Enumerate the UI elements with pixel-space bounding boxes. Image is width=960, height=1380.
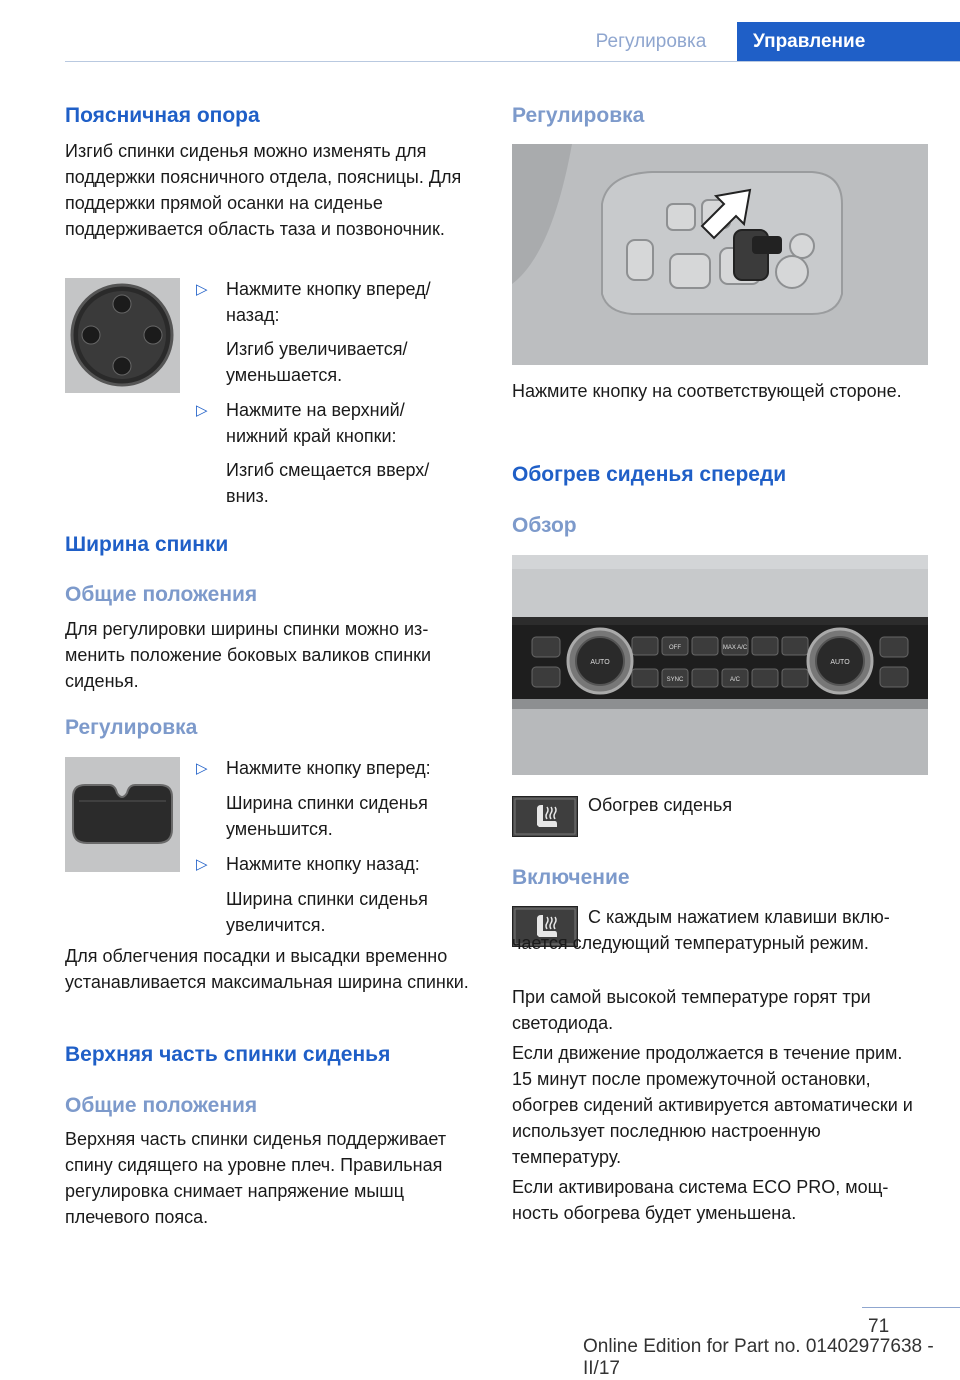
seat-heating-icon [512, 796, 578, 837]
seat-controls-image [512, 144, 928, 365]
lumbar-text: Изгиб спинки сиденья можно изменять для поддержки поясничного отдела, поясницы. Для поддержки прямой осанки на сиденье поддерживается область таза и позвоночник. [65, 141, 462, 239]
heat-paragraph-2: Если движение продолжается в течение прим. 15 минут после промежуточной остановки, обогрев сидений активируется автоматически и использует последнюю настроенную температуру. [512, 1043, 913, 1167]
width-result-1: Ширина спинки сиденья уменьшится. [226, 793, 428, 839]
upper-text: Верхняя часть спинки сиденья поддерживает спину сидящего на уровне плеч. Правильная регулировка снимает напряжение мышц плечевого пояса. [65, 1129, 447, 1227]
climate-panel-image [512, 555, 928, 775]
lumbar-result-2: Изгиб смещается вверх/вниз. [226, 460, 430, 506]
footer-edition: Online Edition for Part no. 01402977638 - II/17 [583, 1336, 934, 1379]
heat-paragraph-1: При самой высокой температуре горят три светодиода. [512, 987, 871, 1033]
page-number: 71 [868, 1316, 890, 1337]
heat-paragraph-3: Если активирована система ECO PRO, мощность обогрева будет уменьшена. [512, 1177, 889, 1223]
on-heading: Включение [512, 866, 630, 889]
triangle-icon: ▷ [196, 760, 208, 777]
lumbar-title: Поясничная опора [65, 104, 260, 127]
width-bullet-2: ▷ Нажмите кнопку назад: [196, 851, 466, 878]
panel-off: OFF [669, 645, 681, 651]
width-general-heading: Общие положения [65, 583, 258, 606]
upper-title: Верхняя часть спинки сиденья [65, 1043, 391, 1066]
triangle-icon: ▷ [196, 856, 208, 873]
panel-auto-left: AUTO [590, 659, 610, 666]
panel-sync: SYNC [666, 677, 684, 683]
width-note: Для облегчения посадки и высадки временно устанавливается максимальная ширина спинки. [65, 946, 469, 992]
lumbar-bullet-2: ▷ Нажмите на верхний/нижний край кнопки: [196, 397, 466, 449]
adjust-text: Нажмите кнопку на соответствующей стороне. [512, 381, 902, 401]
width-adjust-heading: Регулировка [65, 716, 198, 739]
lumbar-bullet-1: ▷ Нажмите кнопку вперед/назад: [196, 276, 466, 328]
header-chapter: Управление [737, 22, 960, 62]
on-text: С каждым нажатием клавиши включается следующий температурный режим. [512, 907, 890, 953]
width-button-image [65, 757, 180, 872]
triangle-icon: ▷ [196, 281, 208, 298]
triangle-icon: ▷ [196, 402, 208, 419]
width-result-2: Ширина спинки сиденья увеличится. [226, 889, 428, 935]
heat-icon-label: Обогрев сиденья [588, 795, 733, 815]
width-title: Ширина спинки [65, 533, 229, 556]
panel-maxac: MAX A/C [722, 645, 748, 651]
overview-heading: Обзор [512, 514, 577, 537]
heat-title: Обогрев сиденья спереди [512, 463, 787, 486]
panel-auto-right: AUTO [830, 659, 850, 666]
adjust-heading: Регулировка [512, 104, 645, 127]
width-text: Для регулировки ширины спинки можно изменить положение боковых валиков спинки сиденья. [65, 619, 432, 691]
lumbar-button-image [65, 278, 180, 393]
panel-ac: A/C [729, 677, 741, 683]
footer-rule [862, 1307, 960, 1308]
header-rule [65, 61, 960, 62]
upper-general-heading: Общие положения [65, 1094, 258, 1117]
lumbar-result-1: Изгиб увеличивается/уменьшается. [226, 339, 408, 385]
header-section: Регулировка [595, 31, 707, 52]
width-bullet-1: ▷ Нажмите кнопку вперед: [196, 755, 466, 782]
